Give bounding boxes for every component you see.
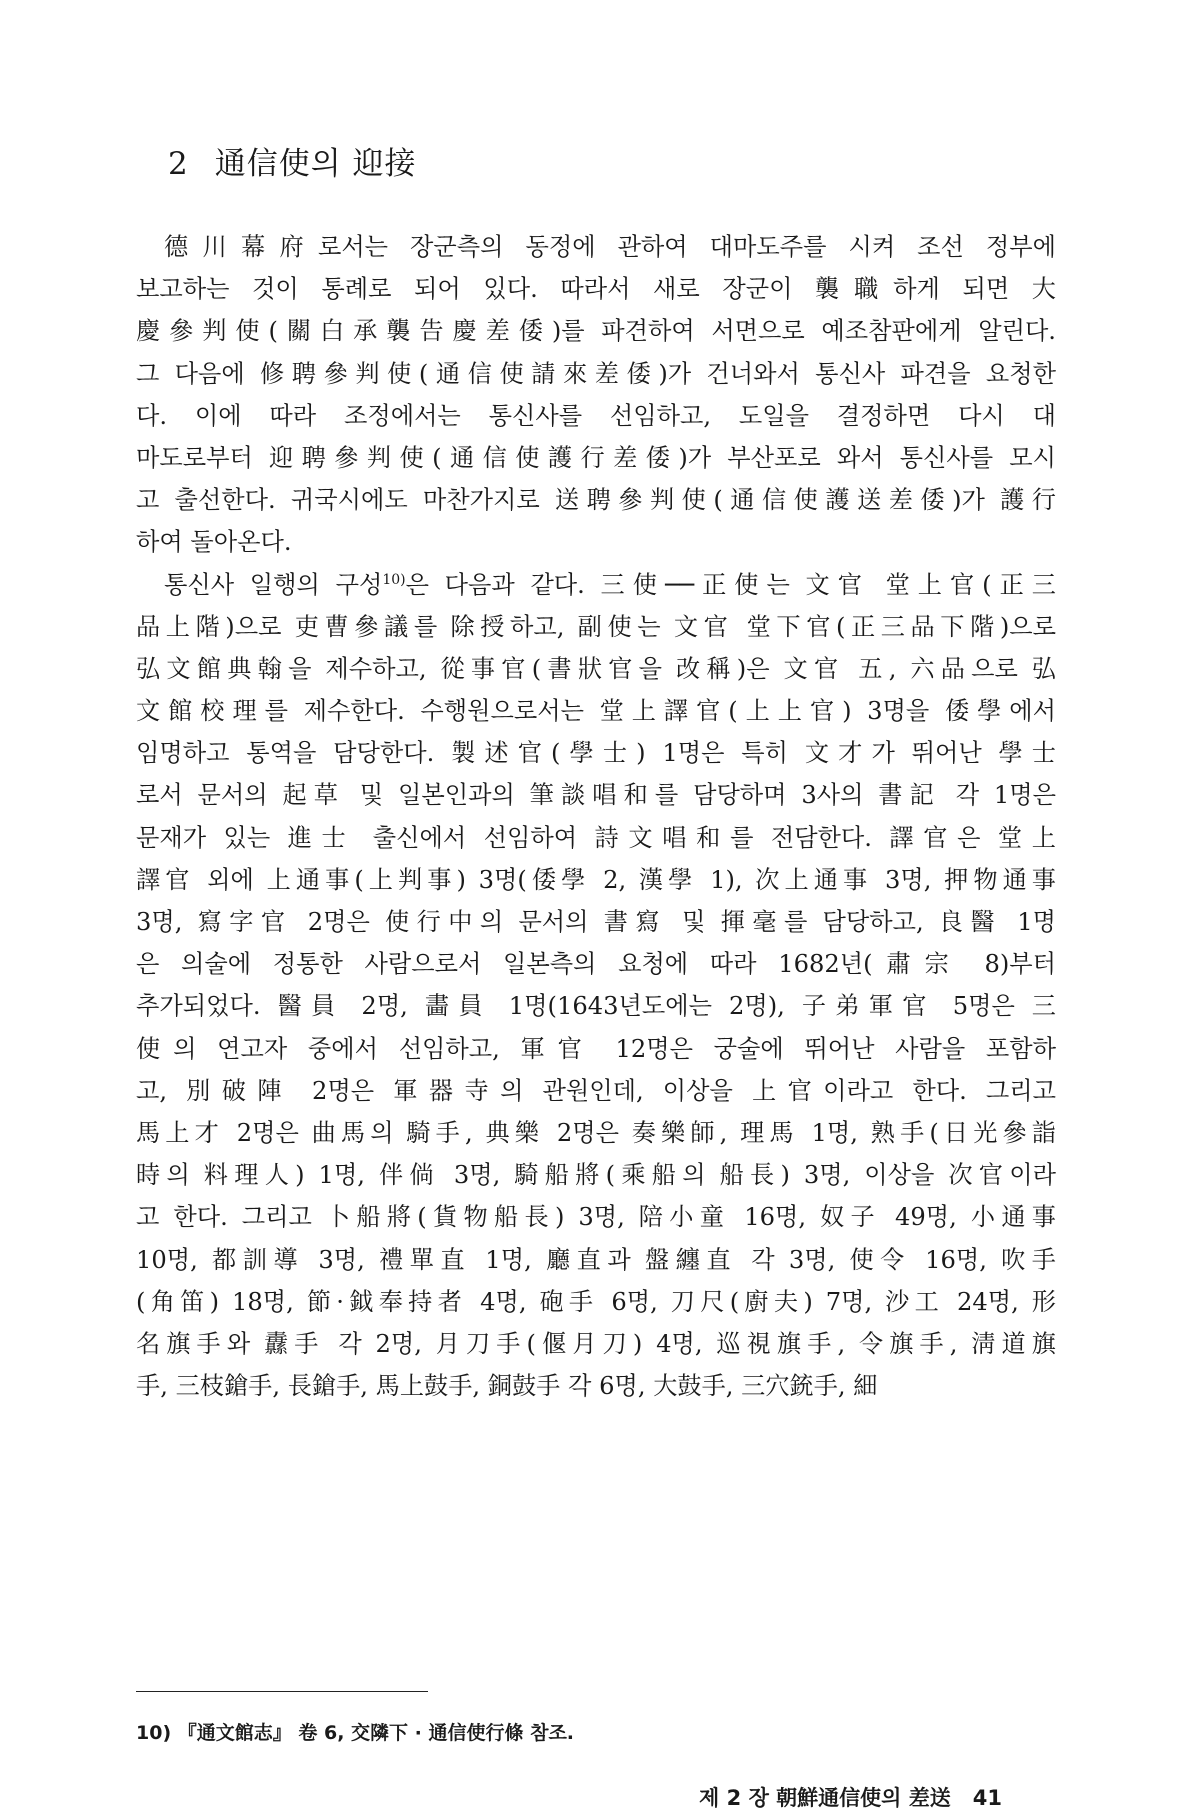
text-line: (角笛) 18명, 節·鉞奉持者 4명, 砲手 6명, 刀尺(廚夫) 7명, 沙工 24명, 形 [136,1287,1056,1316]
text-line: 마도로부터 迎聘參判使(通信使護行差倭)가 부산포로 와서 통신사를 모시 [136,443,1056,472]
text-line: 使의 연고자 중에서 선임하고, 軍官 12명은 궁술에 뛰어난 사람을 포함하 [136,1034,1056,1063]
page-number: 41 [972,1786,1002,1810]
text-line: 譯官 외에 上通事(上判事) 3명(倭學 2, 漢學 1), 次上通事 3명, 押物通事 [136,865,1056,894]
text-line: 手, 三枝鎗手, 長鎗手, 馬上鼓手, 銅鼓手 각 6명, 大鼓手, 三穴銃手, 細 [136,1372,878,1401]
text-line: 다. 이에 따라 조정에서는 통신사를 선임하고, 도일을 결정하면 다시 대 [136,401,1056,430]
section-heading [168,138,417,183]
text-line: 10명, 都訓導 3명, 禮單直 1명, 廳直과 盤纏直 각 3명, 使令 16명, 吹手 [136,1245,1056,1274]
text-line: 은 의술에 정통한 사람으로서 일본측의 요청에 따라 1682년(肅宗 8)부터 [136,950,1056,979]
footnote-divider [136,1691,428,1692]
text-line: 3명, 寫字官 2명은 使行中의 문서의 書寫 및 揮毫를 담당하고, 良醫 1명 [136,908,1056,936]
text-line: 慶參判使(關白承襲告慶差倭)를 파견하여 서면으로 예조참판에게 알린다. [136,317,1056,346]
text-line: 고, 別破陣 2명은 軍器寺의 관원인데, 이상을 上官이라고 한다. 그리고 [136,1076,1056,1105]
text-line: 문재가 있는 進士 출신에서 선임하여 詩文唱和를 전담한다. 譯官은 堂上 [136,823,1056,852]
text-line: 고 한다. 그리고 卜船將(貨物船長) 3명, 陪小童 16명, 奴子 49명, 小通事 [136,1203,1056,1232]
text-line: 로서 문서의 起草 및 일본인과의 筆談唱和를 담당하며 3사의 書記 각 1명은 [136,781,1056,810]
text-line: 名旗手와 纛手 각 2명, 月刀手(偃月刀) 4명, 巡視旗手, 令旗手, 淸道旗 [136,1329,1056,1358]
section-title: 通信使의 迎接 [214,146,417,182]
footnote: 10) 『通文館志』 卷 6, 交隣下 · 通信使行條 참조. [136,1722,575,1744]
text-line: 임명하고 통역을 담당한다. 製述官(學士) 1명은 특히 文才가 뛰어난 學士 [136,739,1056,768]
text-line: 時의 料理人) 1명, 伴倘 3명, 騎船將(乘船의 船長) 3명, 이상을 次官이라 [136,1161,1056,1190]
text-line: 品上階)으로 吏曹參議를 除授하고, 副使는 文官 堂下官(正三品下階)으로 [136,612,1056,641]
text-line: 추가되었다. 醫員 2명, 畵員 1명(1643년도에는 2명), 子弟軍官 5명은 三 [136,992,1056,1021]
text-line: 그 다음에 修聘參判使(通信使請來差倭)가 건너와서 통신사 파견을 요청한 [136,359,1056,388]
text-line: 보고하는 것이 통례로 되어 있다. 따라서 새로 장군이 襲職하게 되면 大 [136,275,1056,304]
text-line: 德川幕府로서는 장군측의 동정에 관하여 대마도주를 시켜 조선 정부에 [164,233,1056,261]
text-line: 馬上才 2명은 曲馬의 騎手, 典樂 2명은 奏樂師, 理馬 1명, 熟手(日光參詣 [136,1118,1056,1147]
running-footer [699,1782,1002,1812]
chapter-title: 제 2 장 朝鮮通信使의 差送 [699,1786,951,1810]
section-number: 2 [168,146,189,182]
text-line: 弘文館典翰을 제수하고, 從事官(書狀官을 改稱)은 文官 五, 六品으로 弘 [136,654,1056,683]
text-line: 文館校理를 제수한다. 수행원으로서는 堂上譯官(上上官) 3명을 倭學에서 [136,697,1056,726]
text-line: 고 출선한다. 귀국시에도 마찬가지로 送聘參判使(通信使護送差倭)가 護行 [136,486,1056,515]
footnote-marker: 10) [382,571,406,588]
text-line: 통신사 일행의 구성$^{10)}$은 다음과 같다. 三使──正使는 文官 堂上官(正三 [164,570,1056,599]
body-text [136,226,1056,1407]
text-line: 하여 돌아온다. [136,528,292,557]
